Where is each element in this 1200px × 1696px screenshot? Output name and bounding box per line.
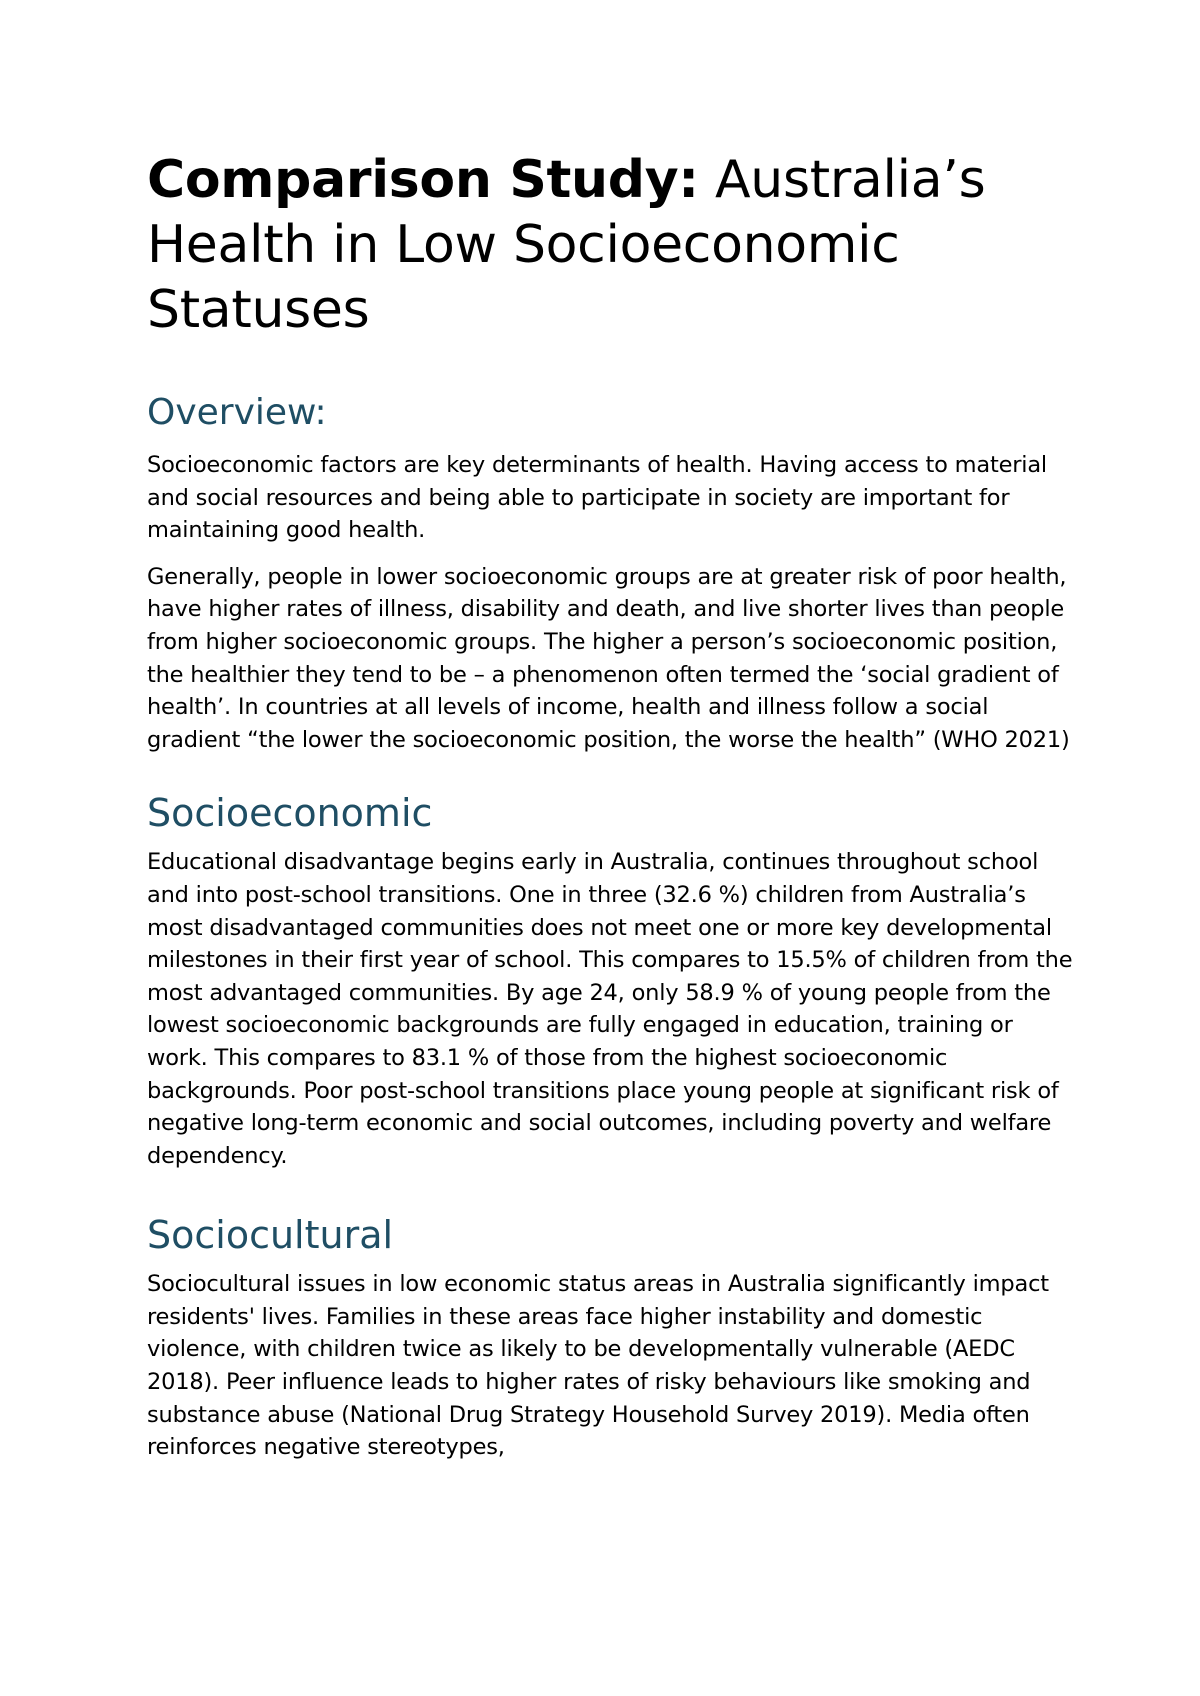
sociocultural-paragraph-1: Sociocultural issues in low economic status areas in Australia significantly impact residents' lives. Families in these areas face higher instability and domestic violence, with children twice as likely to be developmentally vulnerable (AEDC 2018). Peer influence leads to higher rates of risky behaviours like smoking and substance abuse (National Drug Strategy Household Survey 2019). Media often reinforces negative stereotypes, [147,1271,1049,1461]
socioeconomic-heading: Socioeconomic [147,791,433,836]
overview-paragraph-1: Socioeconomic factors are key determinants of health. Having access to material and social resources and being able to participate in society are important for maintaining good health. [147,452,1047,544]
socioeconomic-paragraph-1: Educational disadvantage begins early in Australia, continues throughout school and into post-school transitions. One in three (32.6 %) children from Australia’s most disadvantaged communities does not meet one or more key developmental milestones in their first year of school. This compares to 15.5% of children from the most advantaged communities. By age 24, only 58.9 % of young people from the lowest socioeconomic backgrounds are fully engaged in education, training or work. This compares to 83.1 % of those from the highest socioeconomic backgrounds. Poor post-school transitions place young people at significant risk of negative long-term economic and social outcomes, including poverty and welfare dependency. [147,849,1073,1169]
title-bold-part: Comparison Study: [147,150,699,210]
sociocultural-heading: Sociocultural [147,1213,394,1258]
overview-heading: Overview: [147,392,327,433]
document-page [147,148,1077,1478]
title-rest: Australia’s Health in Low Socioeconomic Statuses [147,150,986,340]
overview-paragraph-2: Generally, people in lower socioeconomic groups are at greater risk of poor health, have higher rates of illness, disability and death, and live shorter lives than people from higher socioeconomic groups. The higher a person’s socioeconomic position, the healthier they tend to be – a phenomenon often termed the ‘social gradient of health’. In countries at all levels of income, health and illness follow a social gradient “the lower the socioeconomic position, the worse the health” (WHO 2021) [147,563,1070,753]
document-title [147,148,1077,343]
